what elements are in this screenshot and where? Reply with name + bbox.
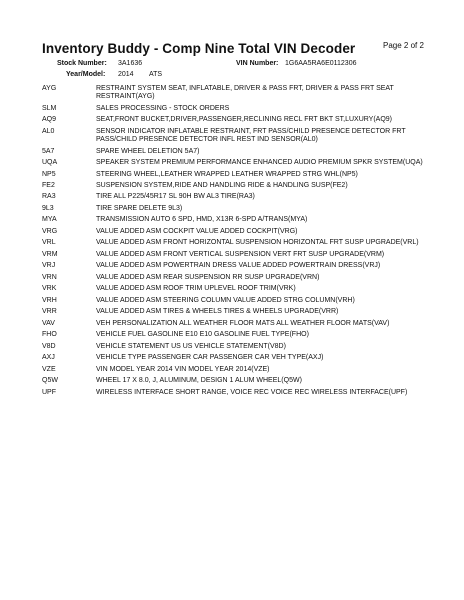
option-description: VALUE ADDED ASM FRONT HORIZONTAL SUSPENSION HORIZONTAL FRT SUSP UPGRADE(VRL) [96, 239, 419, 247]
option-row [42, 251, 442, 259]
option-description: SPEAKER SYSTEM PREMIUM PERFORMANCE ENHANCED AUDIO PREMIUM SPKR SYSTEM(UQA) [96, 159, 423, 167]
option-description: SPARE WHEEL DELETION 5A7) [96, 147, 200, 155]
stock-number-label: Stock Number: [57, 60, 107, 67]
option-code: AYG [42, 85, 57, 92]
option-row [42, 85, 442, 102]
option-code: V8D [42, 342, 56, 350]
option-code: 9L3 [42, 204, 54, 212]
option-description: VALUE ADDED ASM FRONT VERTICAL SUSPENSION VERT FRT SUSP UPGRADE(VRM) [96, 250, 385, 258]
option-row [42, 228, 442, 236]
option-row [42, 354, 442, 362]
option-description: TIRE ALL P225/45R17 SL 90H BW AL3 TIRE(RA3) [96, 193, 255, 201]
option-row [42, 159, 442, 167]
option-code: SLM [42, 104, 57, 112]
option-row [42, 182, 442, 190]
option-row [42, 285, 442, 293]
option-row [42, 171, 442, 179]
option-row [42, 193, 442, 201]
option-code: VRM [42, 250, 58, 258]
option-description: SUSPENSION SYSTEM,RIDE AND HANDLING RIDE & HANDLING SUSP(FE2) [96, 181, 348, 189]
option-code: FE2 [42, 181, 55, 189]
option-description: VALUE ADDED ASM REAR SUSPENSION RR SUSP UPGRADE(VRN) [96, 273, 320, 281]
year-value: 2014 [118, 71, 134, 78]
option-row [42, 148, 442, 156]
option-code: Q5W [42, 377, 58, 385]
option-description: VALUE ADDED ASM ROOF TRIM UPLEVEL ROOF TRIM(VRK) [96, 285, 296, 293]
option-description: VIN MODEL YEAR 2014 VIN MODEL YEAR 2014(VZE) [96, 365, 270, 373]
year-model-label: Year/Model: [66, 71, 106, 78]
option-code: NP5 [42, 170, 56, 178]
option-row [42, 216, 442, 224]
option-description: STEERING WHEEL,LEATHER WRAPPED LEATHER WRAPPED STRG WHL(NP5) [96, 170, 358, 178]
option-code: UQA [42, 159, 58, 167]
option-row [42, 205, 442, 213]
option-row [42, 320, 442, 328]
model-value: ATS [149, 71, 163, 78]
option-row [42, 331, 442, 339]
option-row [42, 116, 442, 124]
option-code: VRG [42, 227, 58, 235]
option-code: 5A7 [42, 147, 55, 155]
option-row [42, 274, 442, 282]
option-row [42, 105, 442, 113]
option-description: RESTRAINT SYSTEM SEAT, INFLATABLE, DRIVER & PASS FRT, DRIVER & PASS FRT SEAT RESTRAINT(AYG) [96, 85, 394, 101]
vin-number-value: 1G6AA5RA6E0112306 [285, 60, 357, 67]
option-code: VRR [42, 308, 57, 316]
option-code: VRK [42, 285, 57, 293]
option-code: FHO [42, 331, 57, 339]
option-description: SEAT,FRONT BUCKET,DRIVER,PASSENGER,RECLINING RECL FRT BKT ST,LUXURY(AQ9) [96, 116, 393, 124]
option-code-list [42, 85, 442, 400]
option-code: RA3 [42, 193, 56, 201]
option-description: VEHICLE TYPE PASSENGER CAR PASSENGER CAR VEH TYPE(AXJ) [96, 354, 324, 362]
option-description: VEHICLE STATEMENT US US VEHICLE STATEMENT(V8D) [96, 342, 286, 350]
option-row [42, 389, 442, 397]
option-row [42, 377, 442, 385]
option-description: VEHICLE FUEL GASOLINE E10 E10 GASOLINE FUEL TYPE(FHO) [96, 331, 309, 339]
option-code: AL0 [42, 127, 55, 135]
option-description: TIRE SPARE DELETE 9L3) [96, 204, 183, 212]
option-description: VALUE ADDED ASM COCKPIT VALUE ADDED COCKPIT(VRG) [96, 227, 298, 235]
option-code: AXJ [42, 354, 55, 362]
option-description: VALUE ADDED ASM TIRES & WHEELS TIRES & WHEELS UPGRADE(VRR) [96, 308, 339, 316]
stock-number-value: 3A1636 [118, 60, 143, 67]
option-code: MYA [42, 216, 57, 224]
option-description: VEH PERSONALIZATION ALL WEATHER FLOOR MATS ALL WEATHER FLOOR MATS(VAV) [96, 319, 390, 327]
option-row [42, 128, 442, 145]
option-row [42, 262, 442, 270]
option-row [42, 239, 442, 247]
option-code: VRL [42, 239, 56, 247]
option-code: VRJ [42, 262, 56, 270]
option-description: VALUE ADDED ASM STEERING COLUMN VALUE ADDED STRG COLUMN(VRH) [96, 296, 355, 304]
option-row [42, 343, 442, 351]
page-title: Inventory Buddy - Comp Nine Total VIN Decoder [42, 41, 356, 56]
option-description: WIRELESS INTERFACE SHORT RANGE, VOICE REC VOICE REC WIRELESS INTERFACE(UPF) [96, 388, 408, 396]
option-row [42, 366, 442, 374]
option-row [42, 308, 442, 316]
option-description: TRANSMISSION AUTO 6 SPD, HMD, X13R 6-SPD A/TRANS(MYA) [96, 216, 308, 224]
option-description: SALES PROCESSING - STOCK ORDERS [96, 104, 230, 112]
option-description: WHEEL 17 X 8.0, J, ALUMINUM, DESIGN 1 ALUM WHEEL(Q5W) [96, 377, 302, 385]
option-description: SENSOR INDICATOR INFLATABLE RESTRAINT, FRT PASS/CHILD PRESENCE DETECTOR FRT PASS/CHILD PRESENCE DETECTOR INFL REST IND SENSOR(AL0) [96, 127, 406, 144]
option-row [42, 297, 442, 305]
page-number: Page 2 of 2 [383, 41, 424, 50]
option-code: VZE [42, 365, 56, 373]
option-description: VALUE ADDED ASM POWERTRAIN DRESS VALUE ADDED POWERTRAIN DRESS(VRJ) [96, 262, 381, 270]
option-code: VRH [42, 296, 57, 304]
option-code: AQ9 [42, 116, 57, 124]
vin-number-label: VIN Number: [236, 60, 279, 67]
option-code: VAV [42, 319, 55, 327]
option-code: VRN [42, 273, 57, 281]
option-code: UPF [42, 388, 56, 396]
